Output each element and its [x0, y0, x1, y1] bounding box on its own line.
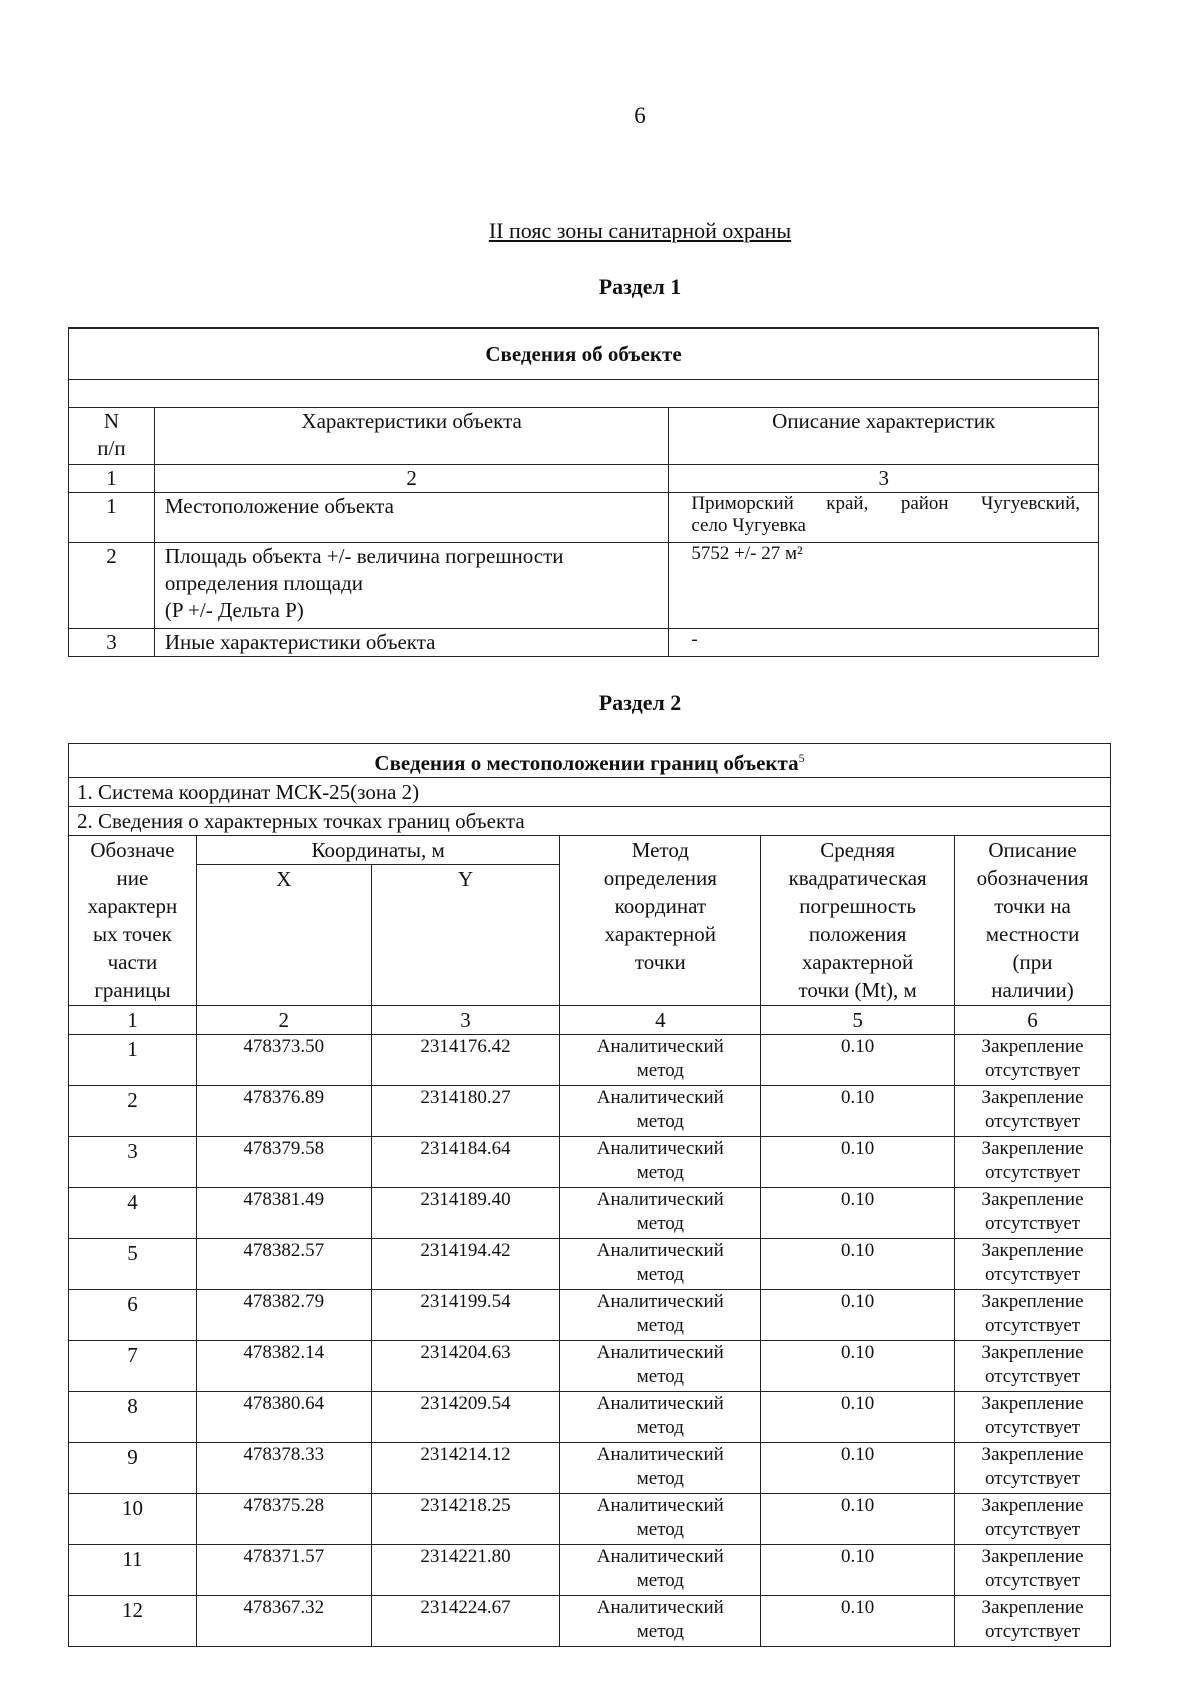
table-row — [69, 1392, 1111, 1443]
point-description: Закрепление отсутствует — [955, 1290, 1111, 1341]
header-characteristic: Характеристики объекта — [154, 408, 669, 465]
table-row — [69, 1188, 1111, 1239]
header-x: X — [196, 865, 371, 1006]
col-number: 2 — [196, 1006, 371, 1035]
point-mt: 0.10 — [761, 1239, 955, 1290]
point-number: 1 — [69, 1035, 197, 1086]
point-x: 478376.89 — [196, 1086, 371, 1137]
header-description: Описание обозначения точки на местности (при наличии) — [955, 836, 1111, 1006]
point-method: Аналитический метод — [560, 1137, 761, 1188]
point-y: 2314194.42 — [371, 1239, 560, 1290]
point-number: 10 — [69, 1494, 197, 1545]
point-y: 2314189.40 — [371, 1188, 560, 1239]
table-row — [69, 1545, 1111, 1596]
point-x: 478375.28 — [196, 1494, 371, 1545]
point-description: Закрепление отсутствует — [955, 1443, 1111, 1494]
point-description: Закрепление отсутствует — [955, 1035, 1111, 1086]
point-y: 2314204.63 — [371, 1341, 560, 1392]
point-mt: 0.10 — [761, 1035, 955, 1086]
points-title: 2. Сведения о характерных точках границ объекта — [69, 807, 1111, 836]
header-description: Описание характеристик — [669, 408, 1099, 465]
table-row — [69, 1035, 1111, 1086]
coord-system: 1. Система координат МСК-25(зона 2) — [69, 778, 1111, 807]
point-y: 2314221.80 — [371, 1545, 560, 1596]
point-method: Аналитический метод — [560, 1188, 761, 1239]
row-characteristic: Местоположение объекта — [154, 493, 669, 543]
row-characteristic: Площадь объекта +/- величина погрешности определения площади (P +/- Дельта P) — [154, 543, 669, 629]
point-x: 478382.79 — [196, 1290, 371, 1341]
point-y: 2314224.67 — [371, 1596, 560, 1647]
point-mt: 0.10 — [761, 1545, 955, 1596]
point-number: 11 — [69, 1545, 197, 1596]
col-number: 3 — [669, 465, 1099, 493]
point-method: Аналитический метод — [560, 1545, 761, 1596]
table-row — [69, 1137, 1111, 1188]
point-mt: 0.10 — [761, 1341, 955, 1392]
col-number: 1 — [69, 1006, 197, 1035]
row-description: - — [669, 629, 1099, 657]
point-x: 478371.57 — [196, 1545, 371, 1596]
point-mt: 0.10 — [761, 1188, 955, 1239]
table-row — [69, 1086, 1111, 1137]
row-description: Приморский край, район Чугуевский, село Чугуевка — [669, 493, 1099, 543]
point-rows — [69, 1035, 1111, 1647]
point-method: Аналитический метод — [560, 1035, 761, 1086]
header-y: Y — [371, 865, 560, 1006]
header-designation: Обозначе ние характерн ых точек части границы — [69, 836, 197, 1006]
point-x: 478382.57 — [196, 1239, 371, 1290]
point-y: 2314176.42 — [371, 1035, 560, 1086]
point-mt: 0.10 — [761, 1596, 955, 1647]
blank-row — [69, 380, 1099, 408]
point-method: Аналитический метод — [560, 1443, 761, 1494]
header-error: Средняя квадратическая погрешность положения характерной точки (Mt), м — [761, 836, 955, 1006]
point-mt: 0.10 — [761, 1137, 955, 1188]
row-description: 5752 +/- 27 м² — [669, 543, 1099, 629]
boundary-points-table — [68, 743, 1111, 1647]
point-x: 478381.49 — [196, 1188, 371, 1239]
section2-title: Раздел 2 — [598, 690, 682, 715]
point-number: 4 — [69, 1188, 197, 1239]
boundary-caption: Сведения о местоположении границ объекта$^5$ — [69, 744, 1111, 778]
point-method: Аналитический метод — [560, 1290, 761, 1341]
point-x: 478378.33 — [196, 1443, 371, 1494]
table-row — [69, 1341, 1111, 1392]
point-x: 478379.58 — [196, 1137, 371, 1188]
object-info-caption: Сведения об объекте — [69, 328, 1099, 380]
table-row — [69, 1290, 1111, 1341]
table-row — [69, 1494, 1111, 1545]
point-x: 478373.50 — [196, 1035, 371, 1086]
point-method: Аналитический метод — [560, 1596, 761, 1647]
point-number: 12 — [69, 1596, 197, 1647]
row-num: 1 — [69, 493, 155, 543]
point-method: Аналитический метод — [560, 1341, 761, 1392]
point-number: 5 — [69, 1239, 197, 1290]
row-num: 3 — [69, 629, 155, 657]
point-description: Закрепление отсутствует — [955, 1545, 1111, 1596]
table-row — [69, 1443, 1111, 1494]
col-number: 5 — [761, 1006, 955, 1035]
point-mt: 0.10 — [761, 1443, 955, 1494]
col-number: 4 — [560, 1006, 761, 1035]
point-x: 478382.14 — [196, 1341, 371, 1392]
point-description: Закрепление отсутствует — [955, 1392, 1111, 1443]
point-number: 3 — [69, 1137, 197, 1188]
col-number: 3 — [371, 1006, 560, 1035]
point-method: Аналитический метод — [560, 1494, 761, 1545]
point-x: 478367.32 — [196, 1596, 371, 1647]
point-y: 2314184.64 — [371, 1137, 560, 1188]
section1-title: Раздел 1 — [598, 274, 682, 299]
point-y: 2314209.54 — [371, 1392, 560, 1443]
point-description: Закрепление отсутствует — [955, 1239, 1111, 1290]
table-row — [69, 1239, 1111, 1290]
point-y: 2314199.54 — [371, 1290, 560, 1341]
page-number: 6 — [634, 103, 646, 128]
col-number: 1 — [69, 465, 155, 493]
point-mt: 0.10 — [761, 1086, 955, 1137]
object-info-table — [68, 327, 1099, 657]
belt-title: II пояс зоны санитарной охраны — [488, 218, 792, 243]
point-number: 6 — [69, 1290, 197, 1341]
point-mt: 0.10 — [761, 1290, 955, 1341]
table-row — [69, 1596, 1111, 1647]
header-method: Метод определения координат характерной точки — [560, 836, 761, 1006]
point-y: 2314214.12 — [371, 1443, 560, 1494]
point-method: Аналитический метод — [560, 1086, 761, 1137]
point-method: Аналитический метод — [560, 1392, 761, 1443]
header-num: N п/п — [69, 408, 155, 465]
point-number: 2 — [69, 1086, 197, 1137]
col-number: 2 — [154, 465, 669, 493]
point-mt: 0.10 — [761, 1392, 955, 1443]
point-y: 2314218.25 — [371, 1494, 560, 1545]
point-number: 9 — [69, 1443, 197, 1494]
header-coords: Координаты, м — [196, 836, 560, 865]
row-characteristic: Иные характеристики объекта — [154, 629, 669, 657]
point-description: Закрепление отсутствует — [955, 1596, 1111, 1647]
point-number: 7 — [69, 1341, 197, 1392]
point-description: Закрепление отсутствует — [955, 1341, 1111, 1392]
point-mt: 0.10 — [761, 1494, 955, 1545]
point-number: 8 — [69, 1392, 197, 1443]
point-method: Аналитический метод — [560, 1239, 761, 1290]
point-description: Закрепление отсутствует — [955, 1494, 1111, 1545]
row-num: 2 — [69, 543, 155, 629]
point-description: Закрепление отсутствует — [955, 1137, 1111, 1188]
col-number: 6 — [955, 1006, 1111, 1035]
point-description: Закрепление отсутствует — [955, 1086, 1111, 1137]
point-x: 478380.64 — [196, 1392, 371, 1443]
point-y: 2314180.27 — [371, 1086, 560, 1137]
point-description: Закрепление отсутствует — [955, 1188, 1111, 1239]
